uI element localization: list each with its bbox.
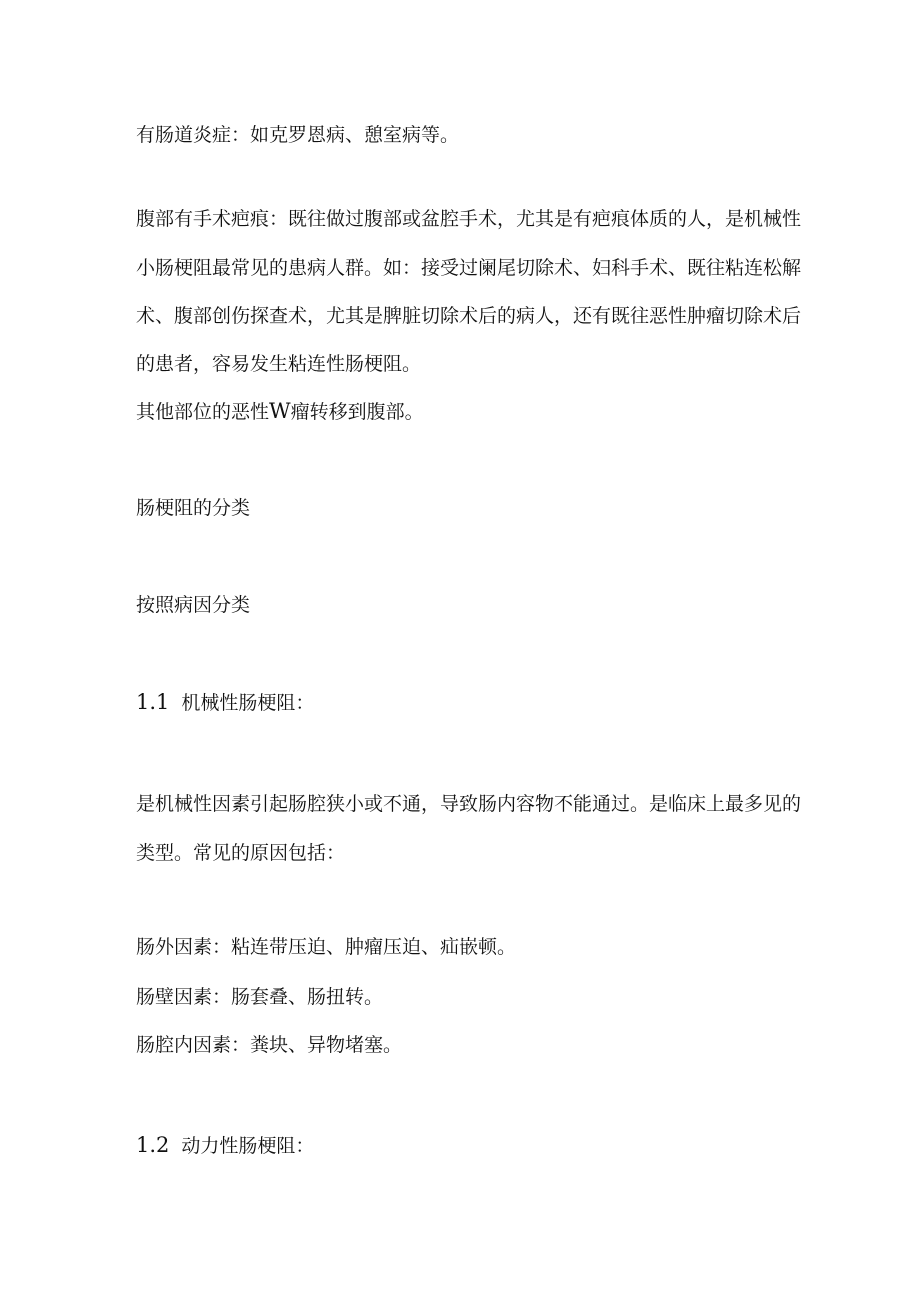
paragraph-surgery-scar-line-2: 小肠梗阻最常见的患病人群。如：接受过阑尾切除术、妇科手术、既往粘连松解 <box>136 257 802 279</box>
section-heading-1-1 <box>136 690 314 715</box>
paragraph-surgery-scar-line-3: 术、腹部创伤探查术，尤其是脾脏切除术后的病人，还有既往恶性肿瘤切除术后 <box>136 305 802 327</box>
section-heading-1-2 <box>136 1133 314 1158</box>
paragraph-metastasis <box>136 399 424 424</box>
metastasis-latin-letter: W <box>269 399 291 423</box>
paragraph-intestinal-inflammation: 有肠道炎症：如克罗恩病、憩室病等。 <box>136 124 460 146</box>
metastasis-text-before: 其他部位的恶性 <box>136 401 270 423</box>
paragraph-surgery-scar-line-1: 腹部有手术疤痕：既往做过腹部或盆腔手术，尤其是有疤痕体质的人，是机械性 <box>136 208 802 230</box>
cause-item-intraluminal: 肠腔内因素：粪块、异物堵塞。 <box>136 1034 403 1056</box>
cause-item-extra-intestinal: 肠外因素：粘连带压迫、肿瘤压迫、疝嵌顿。 <box>136 936 517 958</box>
heading-classification: 肠梗阻的分类 <box>136 497 251 519</box>
section-number-1-1: 1.1 <box>136 690 170 714</box>
section-number-1-2: 1.2 <box>136 1133 170 1157</box>
cause-item-intestinal-wall: 肠壁因素：肠套叠、肠扭转。 <box>136 986 384 1008</box>
heading-by-cause: 按照病因分类 <box>136 594 251 616</box>
paragraph-mechanical-line-2: 类型。常见的原因包括： <box>136 842 346 864</box>
paragraph-mechanical-line-1: 是机械性因素引起肠腔狭小或不通，导致肠内容物不能通过。是临床上最多见的 <box>136 793 802 815</box>
paragraph-surgery-scar-line-4: 的患者，容易发生粘连性肠梗阻。 <box>136 353 422 375</box>
section-title-1-2: 动力性肠梗阻： <box>181 1135 315 1157</box>
section-title-1-1: 机械性肠梗阻： <box>181 692 315 714</box>
metastasis-text-after: 瘤转移到腹部。 <box>290 401 424 423</box>
